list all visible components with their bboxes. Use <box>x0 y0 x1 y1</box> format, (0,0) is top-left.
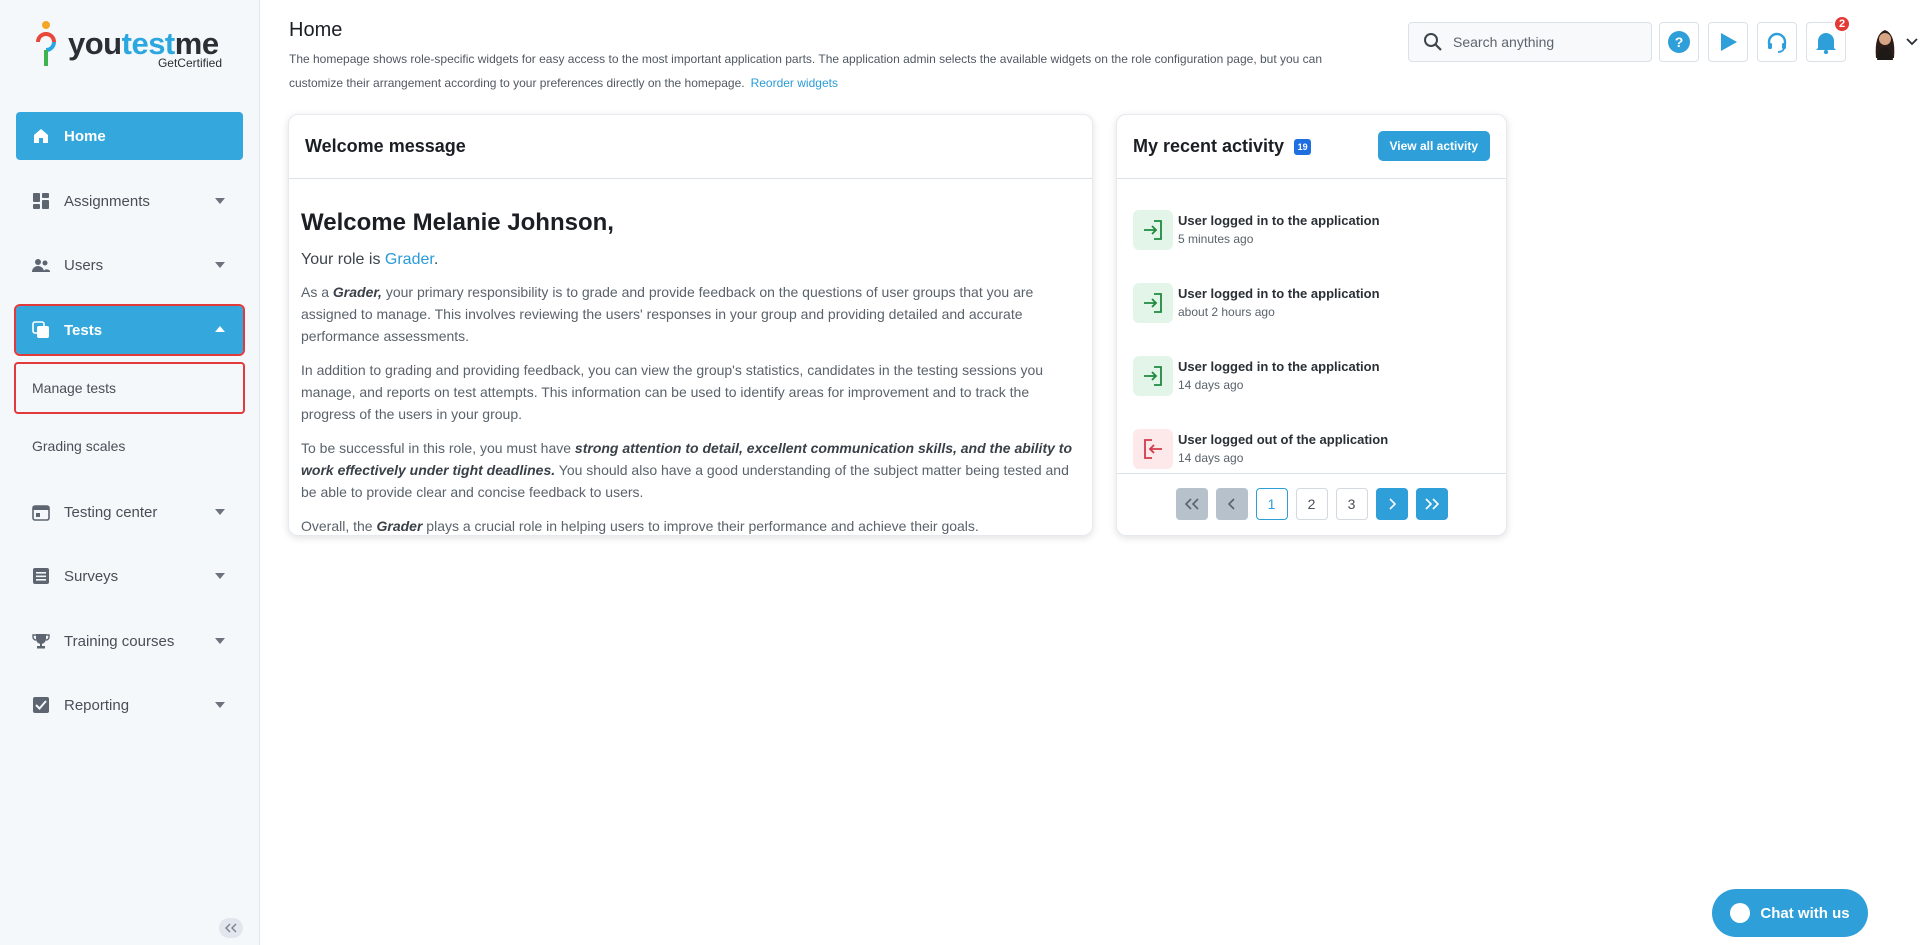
help-button[interactable] <box>1659 22 1699 62</box>
activity-text <box>1178 286 1380 319</box>
double-chevron-left-icon <box>1185 498 1199 510</box>
paragraph-emphasis: Grader, <box>332 284 382 300</box>
activity-time: 14 days ago <box>1178 378 1244 392</box>
recent-activity-widget <box>1116 114 1507 536</box>
welcome-paragraph: In addition to grading and providing feedback, you can view the group's statistics, candidates in the testing sessions you manage, and reports on test attempts. This information can be used to identify areas for improvement and to track the progress of the users in your group. <box>301 362 1044 422</box>
headset-icon <box>1766 31 1788 53</box>
first-page-button[interactable] <box>1176 488 1208 520</box>
chevron-down-icon <box>215 509 225 515</box>
users-icon <box>32 256 50 274</box>
chevron-down-icon <box>215 702 225 708</box>
brand-name-part: me <box>174 26 219 61</box>
brand-name-part: test <box>121 26 175 61</box>
login-icon <box>1133 210 1173 250</box>
sidebar-item-label: Reporting <box>64 696 130 714</box>
tests-icon <box>32 321 50 339</box>
role-prefix: Your role is <box>301 251 385 268</box>
double-chevron-right-icon <box>1425 498 1439 510</box>
page-title: Home <box>289 19 343 41</box>
sidebar-item-home[interactable] <box>16 112 243 160</box>
activity-time: 14 days ago <box>1178 451 1244 465</box>
sidebar-item-users[interactable] <box>16 241 243 289</box>
search-input[interactable] <box>1453 34 1643 50</box>
activity-title: User logged in to the application <box>1178 213 1380 228</box>
paragraph-text: You should also have a good understanding of the subject matter being tested and be able to provide clear and concise feedback to users. <box>301 462 1069 500</box>
activity-time: about 2 hours ago <box>1178 305 1275 319</box>
activity-pagination <box>1117 474 1506 520</box>
sidebar-item-label: Users <box>64 256 104 274</box>
previous-page-button[interactable] <box>1216 488 1248 520</box>
sidebar-item-reporting[interactable] <box>16 681 243 729</box>
report-icon <box>32 696 50 714</box>
page-button-3[interactable]: 3 <box>1336 488 1368 520</box>
double-chevron-left-icon <box>224 923 238 933</box>
paragraph-text: To be successful in this role, you must have <box>301 440 575 456</box>
welcome-widget-header <box>289 115 1092 179</box>
logout-icon <box>1133 429 1173 469</box>
video-tutorial-button[interactable] <box>1708 22 1748 62</box>
activity-time: 5 minutes ago <box>1178 232 1254 246</box>
chevron-down-icon <box>215 262 225 268</box>
paragraph-emphasis: Grader <box>376 518 423 534</box>
reorder-widgets-link[interactable]: Reorder widgets <box>750 76 838 90</box>
login-icon <box>1133 283 1173 323</box>
activity-widget-header <box>1117 115 1506 179</box>
welcome-widget <box>288 114 1093 536</box>
paragraph-text: Overall, the <box>301 518 377 534</box>
chat-bubble-icon <box>1730 903 1750 923</box>
welcome-widget-body <box>289 179 1092 536</box>
role-link[interactable]: Grader <box>384 251 434 268</box>
avatar[interactable] <box>1868 24 1902 60</box>
paragraph-text: As a <box>301 284 333 300</box>
svg-text:?: ? <box>1674 34 1684 50</box>
support-button[interactable] <box>1757 22 1797 62</box>
chat-with-us-button[interactable] <box>1712 889 1868 937</box>
activity-text <box>1178 359 1380 392</box>
search-icon <box>1423 32 1443 52</box>
sidebar-item-training-courses[interactable] <box>16 617 243 665</box>
view-all-activity-button[interactable]: View all activity <box>1378 131 1491 161</box>
chevron-right-icon <box>1388 498 1396 510</box>
sidebar-subitem-manage-tests[interactable]: Manage tests <box>16 364 243 412</box>
activity-count-badge: 19 <box>1294 139 1311 155</box>
sidebar-item-surveys[interactable] <box>16 552 243 600</box>
brand-logo[interactable] <box>34 20 234 72</box>
chevron-left-icon <box>1228 498 1236 510</box>
activity-title: User logged out of the application <box>1178 432 1389 447</box>
trophy-icon <box>32 632 50 650</box>
sidebar-item-label: Training courses <box>64 632 175 650</box>
page-button-1[interactable]: 1 <box>1256 488 1288 520</box>
chevron-up-icon <box>215 326 225 332</box>
activity-title: User logged in to the application <box>1178 286 1380 301</box>
global-search[interactable] <box>1408 22 1652 62</box>
list-item[interactable] <box>1133 339 1490 412</box>
list-icon <box>32 567 50 585</box>
sidebar-item-label: Tests <box>64 321 103 339</box>
sidebar <box>0 0 260 945</box>
bell-icon <box>1815 30 1837 54</box>
page-button-2[interactable]: 2 <box>1296 488 1328 520</box>
chevron-down-icon[interactable] <box>1906 38 1918 46</box>
role-suffix: . <box>433 251 439 268</box>
sidebar-item-label: Assignments <box>64 192 150 210</box>
paragraph-text: your primary responsibility is to grade and provide feedback on the questions of user groups that you are assigned to manage. This involves reviewing the users' responses in your group and providing detailed and accurate performance assessments. <box>301 284 1034 344</box>
brand-tagline: GetCertified <box>157 56 222 70</box>
logo-mark-icon <box>34 20 58 72</box>
paragraph-emphasis: strong attention to detail, excellent communication skills, and the ability to work effectively under tight deadlines. <box>301 440 1072 478</box>
sidebar-item-label: Surveys <box>64 567 119 585</box>
collapse-sidebar-button[interactable] <box>219 918 243 938</box>
notification-count-badge: 2 <box>1833 15 1851 33</box>
activity-title: User logged in to the application <box>1178 359 1380 374</box>
next-page-button[interactable] <box>1376 488 1408 520</box>
list-item[interactable] <box>1133 266 1490 339</box>
activity-list <box>1117 179 1506 474</box>
help-icon <box>1667 30 1691 54</box>
sidebar-item-tests[interactable] <box>16 306 243 354</box>
home-icon <box>32 127 50 145</box>
welcome-paragraph <box>301 437 1080 503</box>
welcome-paragraph <box>301 281 1080 347</box>
notifications-button[interactable] <box>1806 18 1846 62</box>
sidebar-item-testing-center[interactable] <box>16 488 243 536</box>
sidebar-item-assignments[interactable] <box>16 177 243 225</box>
paragraph-text: plays a crucial role in helping users to improve their performance and achieve their goals. <box>422 518 979 534</box>
chevron-down-icon <box>215 573 225 579</box>
sidebar-item-label: Home <box>64 127 106 145</box>
play-icon <box>1717 31 1739 53</box>
role-line <box>301 251 1080 269</box>
page-description <box>289 47 1349 95</box>
user-avatar-icon <box>1868 24 1902 60</box>
activity-text <box>1178 432 1388 465</box>
chevron-down-icon <box>215 638 225 644</box>
chevron-down-icon <box>215 198 225 204</box>
list-item[interactable] <box>1133 193 1490 266</box>
brand-name-part: you <box>68 26 122 61</box>
last-page-button[interactable] <box>1416 488 1448 520</box>
sidebar-subitem-grading-scales[interactable]: Grading scales <box>32 438 126 454</box>
page-description-text: The homepage shows role-specific widgets for easy access to the most important application parts. The application admin selects the available widgets on the role configuration page, but you can customize their arrangement according to your preferences directly on the homepage. <box>289 52 1323 90</box>
sidebar-item-label: Testing center <box>64 503 158 521</box>
welcome-paragraph <box>301 515 1080 536</box>
activity-text <box>1178 213 1380 246</box>
login-icon <box>1133 356 1173 396</box>
welcome-widget-title: Welcome message <box>305 136 466 156</box>
chat-button-label: Chat with us <box>1760 904 1850 922</box>
activity-widget-title: My recent activity <box>1133 136 1285 156</box>
dashboard-icon <box>32 192 50 210</box>
welcome-heading: Welcome Melanie Johnson, <box>301 209 614 236</box>
calendar-icon <box>32 503 50 521</box>
